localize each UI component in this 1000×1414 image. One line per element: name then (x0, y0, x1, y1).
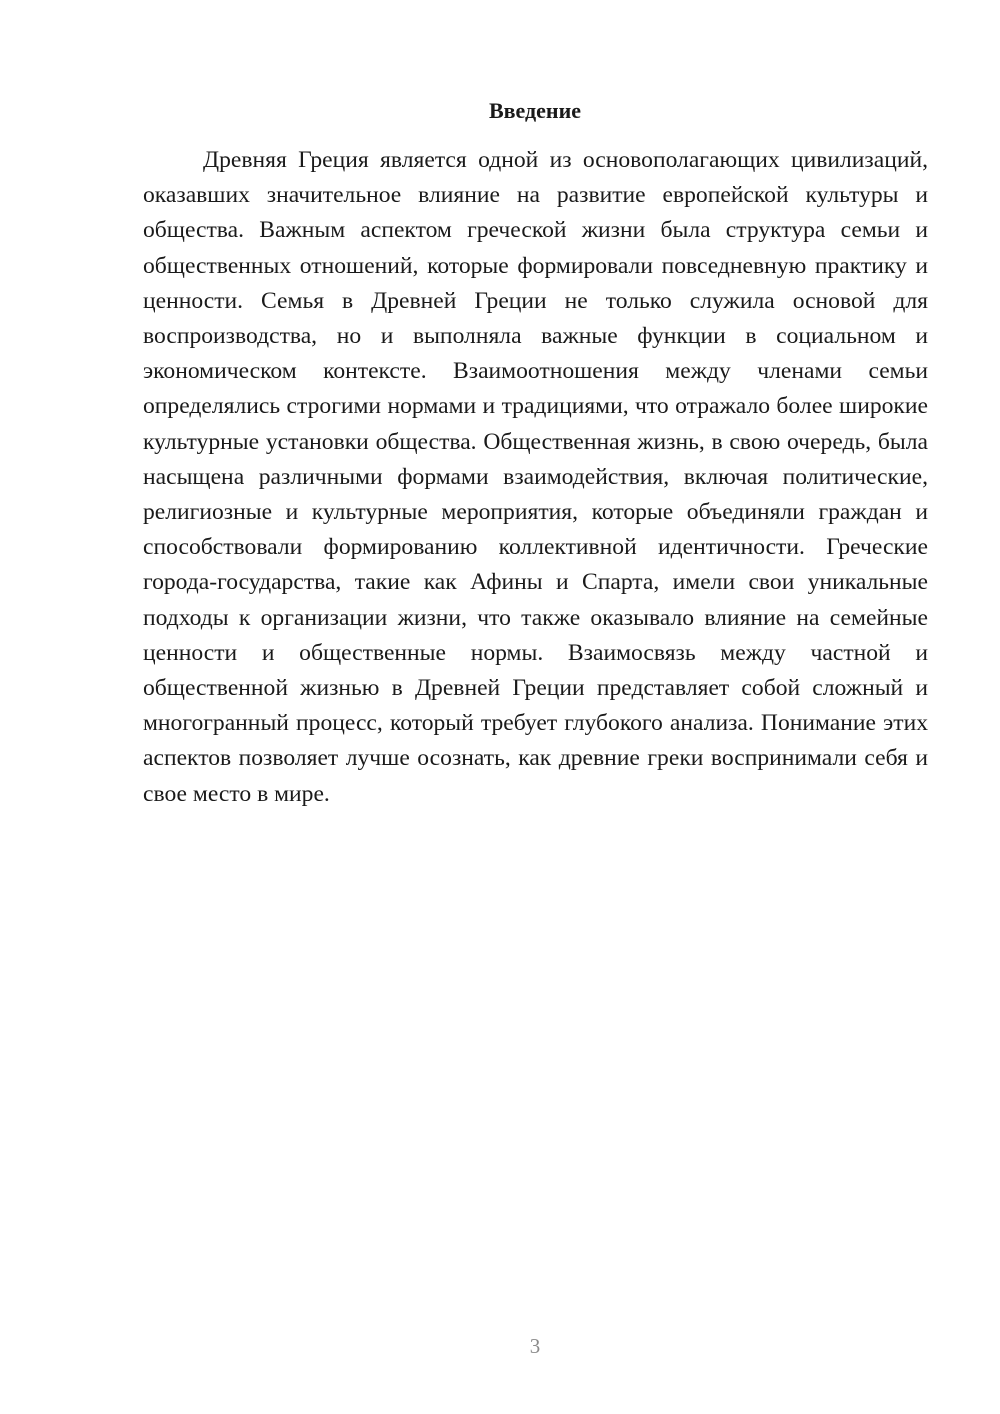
body-paragraph: Древняя Греция является одной из основополагающих цивилизаций, оказавших значительное влияние на развитие европейской культуры и общества. Важным аспектом греческой жизни была структура семьи и общественных отношений, которые формировали повседневную практику и ценности. Семья в Древней Греции не только служила основой для воспроизводства, но и выполняла важные функции в социальном и экономическом контексте. Взаимоотношения между членами семьи определялись строгими нормами и традициями, что отражало более широкие культурные установки общества. Общественная жизнь, в свою очередь, была насыщена различными формами взаимодействия, включая политические, религиозные и культурные мероприятия, которые объединяли граждан и способствовали формированию коллективной идентичности. Греческие города-государства, такие как Афины и Спарта, имели свои уникальные подходы к организации жизни, что также оказывало влияние на семейные ценности и общественные нормы. Взаимосвязь между частной и общественной жизнью в Древней Греции представляет собой сложный и многогранный процесс, который требует глубокого анализа. Понимание этих аспектов позволяет лучше осознать, как древние греки воспринимали себя и свое место в мире. (143, 147, 928, 807)
page-number: 3 (529, 1334, 541, 1358)
section-heading: Введение (488, 98, 582, 123)
